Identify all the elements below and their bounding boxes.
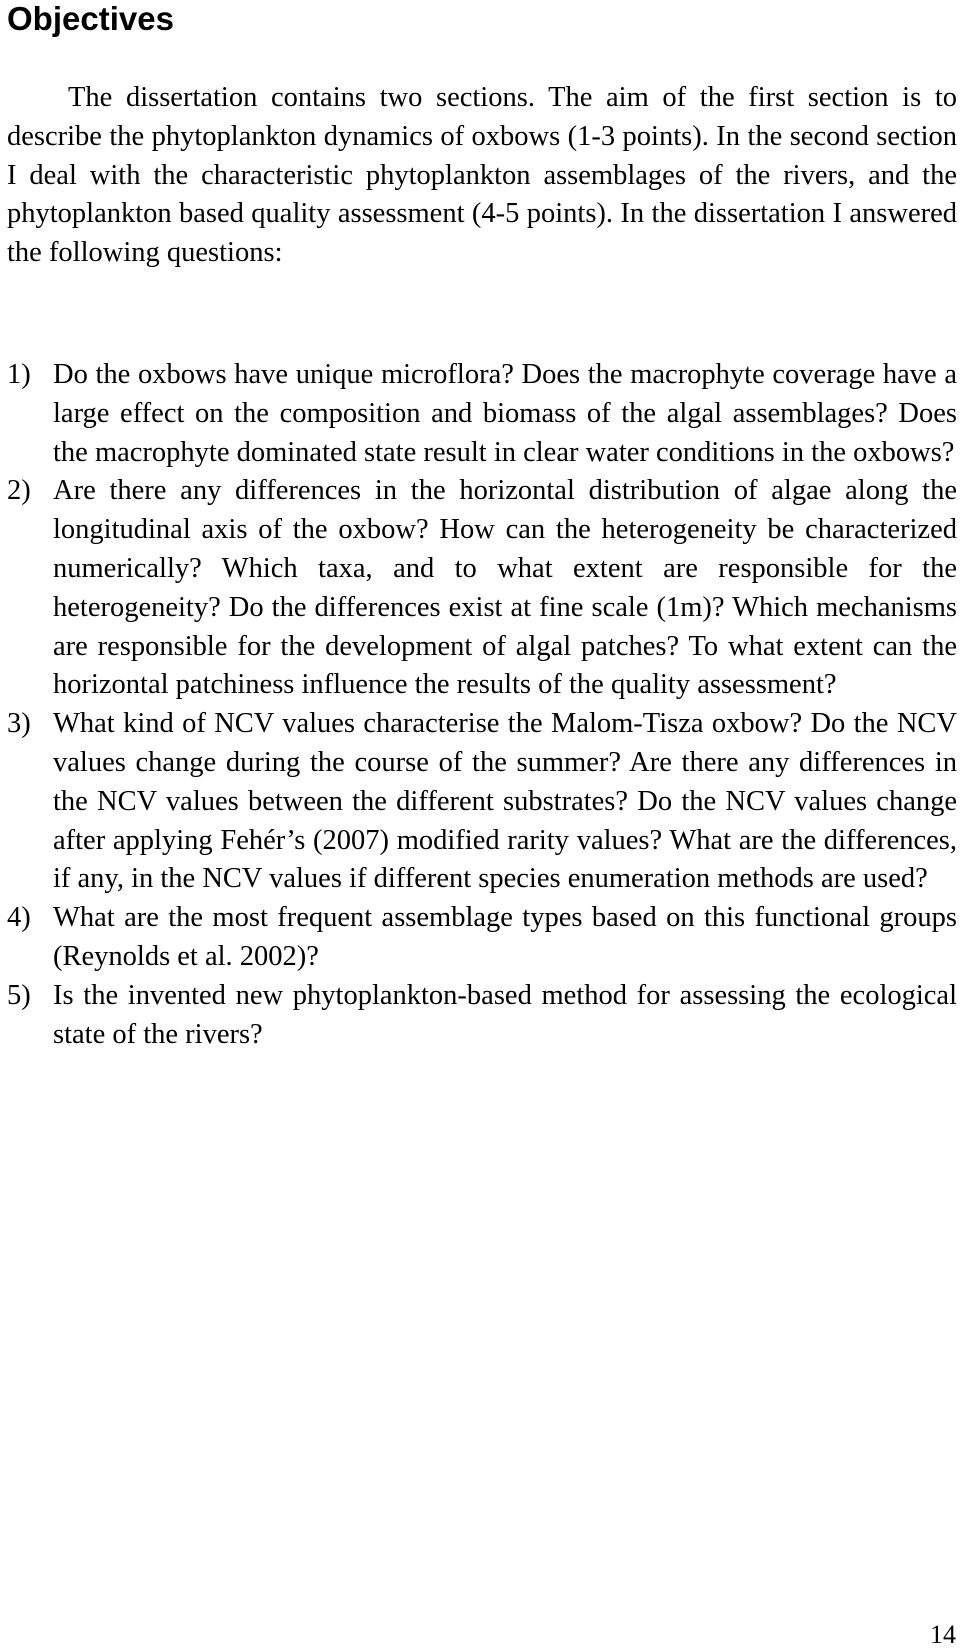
- question-text: Is the invented new phytoplankton-based method for assessing the ecological state of the rivers?: [53, 979, 957, 1050]
- question-number: 2): [7, 475, 31, 507]
- page-number: 14: [930, 1620, 956, 1649]
- question-text: Are there any differences in the horizontal distribution of algae along the longitudinal axis of the oxbow? How can the heterogeneity be characterized numerically? Which taxa, and to what extent are responsible for the heterogeneity? Do the differences exist at fine scale (1m)? Which mechanisms are responsible for the development of algal patches? To what extent can the horizontal patchiness influence the results of the quality assessment?: [53, 475, 957, 701]
- question-number: 1): [7, 359, 31, 390]
- questions-list: [7, 356, 957, 1054]
- question-number: 3): [7, 708, 31, 740]
- question-item-4: [7, 899, 957, 977]
- question-item-5: [7, 977, 957, 1055]
- question-item-1: [7, 356, 957, 472]
- section-heading: Objectives: [7, 0, 174, 37]
- question-text: Do the oxbows have unique microflora? Does the macrophyte coverage have a large effect on the composition and biomass of the algal assemblages? Does the macrophyte dominated state result in clear water conditions in the oxbows?: [53, 359, 957, 468]
- intro-paragraph: The dissertation contains two sections. The aim of the first section is to describe the phytoplankton dynamics of oxbows (1-3 points). In the second section I deal with the characteristic phytoplankton assemblages of the rivers, and the phytoplankton based quality assessment (4-5 points). In the dissertation I answered the following questions:: [7, 82, 957, 269]
- question-text: What kind of NCV values characterise the Malom-Tisza oxbow? Do the NCV values change during the course of the summer? Are there any differences in the NCV values between the different substrates? Do the NCV values change after applying Fehér’s (2007) modified rarity values? What are the differences, if any, in the NCV values if different species enumeration methods are used?: [53, 708, 957, 895]
- question-number: 4): [7, 902, 31, 934]
- question-number: 5): [7, 979, 31, 1011]
- question-text: What are the most frequent assemblage types based on this functional groups (Reynolds et al. 2002)?: [53, 902, 957, 972]
- question-item-2: [7, 472, 957, 705]
- question-item-3: [7, 705, 957, 899]
